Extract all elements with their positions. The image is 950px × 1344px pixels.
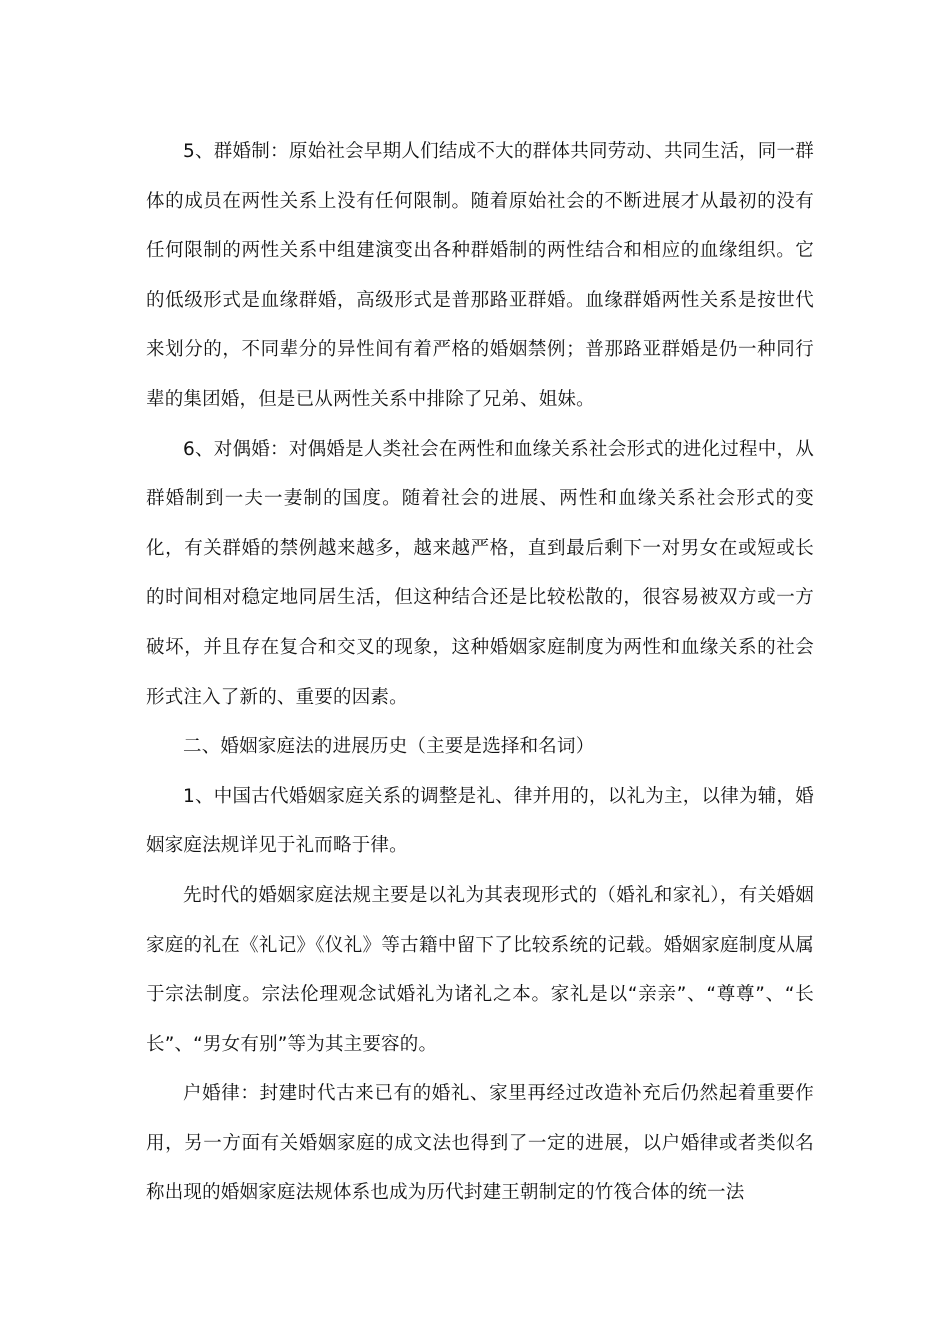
paragraph-group-marriage: 5、群婚制：原始社会早期人们结成不大的群体共同劳动、共同生活，同一群体的成员在两性关系上没有任何限制。随着原始社会的不断进展才从最初的没有任何限制的两性关系中组建演变出各种群婚制的两性结合和相应的血缘组织。它的低级形式是血缘群婚，高级形式是普那路亚群婚。血缘群婚两性关系是按世代来划分的，不同辈分的异性间有着严格的婚姻禁例；普那路亚群婚是仍一种同行辈的集团婚，但是已从两性关系中排除了兄弟、姐妹。	[146, 141, 814, 410]
section-heading-history: 二、婚姻家庭法的进展历史（主要是选择和名词）	[183, 736, 595, 758]
paragraph-household-marriage-law: 户婚律：封建时代古来已有的婚礼、家里再经过改造补充后仍然起着重要作用，另一方面有关婚姻家庭的成文法也得到了一定的进展，以户婚律或者类似名称出现的婚姻家庭法规体系也成为历代封建王朝制定的竹筏合体的统一法	[146, 1083, 814, 1204]
paragraph-ancient-china: 1、中国古代婚姻家庭关系的调整是礼、律并用的，以礼为主，以律为辅，婚姻家庭法规详见于礼而略于律。	[146, 785, 814, 857]
document-body	[146, 127, 814, 1218]
paragraph-pre-qin-rites: 先时代的婚姻家庭法规主要是以礼为其表现形式的（婚礼和家礼），有关婚姻家庭的礼在《礼记》《仪礼》等古籍中留下了比较系统的记载。婚姻家庭制度从属于宗法制度。宗法伦理观念试婚礼为诸礼之本。家礼是以“亲亲”、“尊尊”、“长长”、“男女有别”等为其主要容的。	[146, 884, 814, 1055]
paragraph-pairing-marriage: 6、对偶婚：对偶婚是人类社会在两性和血缘关系社会形式的进化过程中，从群婚制到一夫一妻制的国度。随着社会的进展、两性和血缘关系社会形式的变化，有关群婚的禁例越来越多，越来越严格，直到最后剩下一对男女在或短或长的时间相对稳定地同居生活，但这种结合还是比较松散的，很容易被双方或一方破坏，并且存在复合和交叉的现象，这种婚姻家庭制度为两性和血缘关系的社会形式注入了新的、重要的因素。	[146, 438, 814, 708]
